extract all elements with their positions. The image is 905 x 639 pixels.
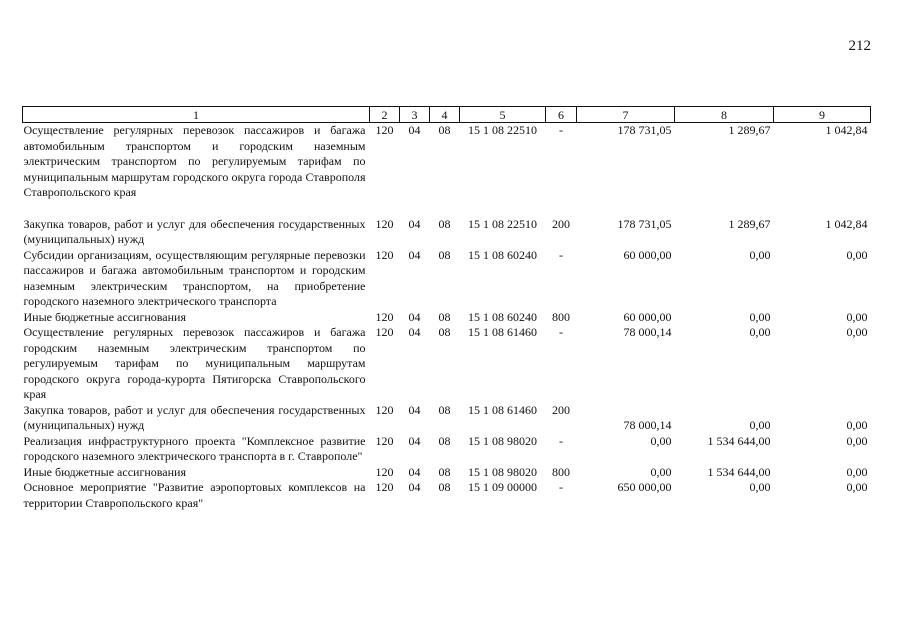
cell-c2: 120	[375, 309, 394, 324]
cell-c9: 1 042,84	[825, 216, 868, 231]
cell-c6: -	[559, 123, 563, 137]
cell-c6: -	[559, 480, 563, 494]
cell-c9: 0,00	[846, 464, 868, 479]
cell-c5: 15 1 08 61460	[468, 325, 537, 339]
cell-c8: 0,00	[749, 480, 771, 494]
cell-c2: 120	[375, 325, 394, 339]
column-header: 6	[546, 107, 577, 123]
table-row	[23, 325, 871, 403]
cell-c7: 60 000,00	[623, 309, 672, 324]
cell-c7: 0,00	[650, 464, 672, 479]
cell-c8: 0,00	[749, 418, 771, 432]
table-row	[23, 123, 871, 217]
table-row	[23, 248, 871, 310]
cell-c7: 0,00	[650, 433, 672, 448]
cell-c6: -	[559, 247, 563, 262]
cell-c5: 15 1 08 61460	[468, 402, 537, 417]
cell-c5: 15 1 08 60240	[468, 247, 537, 262]
cell-c9: 0,00	[846, 247, 868, 262]
cell-c4: 08	[438, 216, 451, 231]
cell-c7: 178 731,05	[617, 123, 672, 137]
cell-c4: 08	[438, 247, 451, 262]
cell-c3: 04	[408, 480, 421, 494]
cell-c9: 0,00	[846, 309, 868, 324]
cell-c9: 0,00	[846, 433, 868, 448]
cell-c5: 15 1 08 98020	[468, 433, 537, 448]
table-row	[23, 465, 871, 481]
row-name: Иные бюджетные ассигнования	[23, 464, 186, 479]
cell-c4: 08	[438, 123, 451, 137]
cell-c9: 0,00	[846, 418, 868, 432]
cell-c6: -	[559, 433, 563, 448]
cell-c5: 15 1 09 00000	[468, 480, 537, 494]
table-row	[23, 480, 871, 511]
row-name: Основное мероприятие "Развитие аэропортовых комплексов на территории Ставропольского края"	[23, 480, 366, 510]
cell-c5: 15 1 08 22510	[468, 123, 537, 137]
row-name: Закупка товаров, работ и услуг для обеспечения государственных (муниципальных) нужд	[23, 402, 366, 432]
cell-c5: 15 1 08 60240	[468, 309, 537, 324]
cell-c3: 04	[408, 216, 421, 231]
cell-c3: 04	[408, 325, 421, 339]
column-header: 8	[675, 107, 774, 123]
cell-c3: 04	[408, 123, 421, 137]
column-header: 2	[370, 107, 400, 123]
cell-c5: 15 1 08 98020	[468, 464, 537, 479]
column-header: 3	[400, 107, 430, 123]
cell-c7: 78 000,14	[623, 418, 672, 432]
cell-c4: 08	[438, 325, 451, 339]
cell-c2: 120	[375, 247, 394, 262]
cell-c4: 08	[438, 309, 451, 324]
cell-c6: 200	[552, 216, 570, 231]
page-number: 212	[848, 38, 871, 54]
cell-c9: 0,00	[846, 325, 868, 339]
table-row	[23, 310, 871, 326]
column-header: 4	[430, 107, 460, 123]
cell-c8: 1 289,67	[728, 123, 771, 137]
cell-c8: 1 289,67	[728, 216, 771, 231]
row-name: Реализация инфраструктурного проекта "Комплексное развитие городского наземного электрического транспорта в г. Ставрополе"	[23, 433, 366, 463]
column-header: 1	[23, 107, 370, 123]
cell-c2: 120	[375, 123, 394, 137]
cell-c2: 120	[375, 433, 394, 448]
cell-c4: 08	[438, 402, 451, 417]
cell-c4: 08	[438, 480, 451, 494]
cell-c3: 04	[408, 402, 421, 417]
cell-c5: 15 1 08 22510	[468, 216, 537, 231]
cell-c4: 08	[438, 464, 451, 479]
row-name: Закупка товаров, работ и услуг для обеспечения государственных (муниципальных) нужд	[23, 216, 366, 246]
cell-c7: 650 000,00	[617, 480, 672, 494]
budget-table	[22, 106, 871, 511]
table-row	[23, 434, 871, 465]
cell-c2: 120	[375, 480, 394, 494]
cell-c8: 1 534 644,00	[707, 433, 771, 448]
column-header: 5	[460, 107, 546, 123]
cell-c3: 04	[408, 464, 421, 479]
cell-c6: 200	[552, 402, 570, 417]
cell-c8: 1 534 644,00	[707, 464, 771, 479]
cell-c3: 04	[408, 247, 421, 262]
cell-c4: 08	[438, 433, 451, 448]
row-name: Иные бюджетные ассигнования	[23, 309, 186, 324]
cell-c8: 0,00	[749, 247, 771, 262]
cell-c9: 1 042,84	[825, 123, 868, 137]
cell-c7: 178 731,05	[617, 216, 672, 231]
cell-c2: 120	[375, 216, 394, 231]
column-header: 9	[774, 107, 871, 123]
cell-c6: 800	[552, 464, 570, 479]
cell-c7: 78 000,14	[623, 325, 672, 339]
row-name: Осуществление регулярных перевозок пассажиров и багажа автомобильным транспортом и городским наземным электрическим транспортом по регулируемым тарифам по муниципальным маршрутам городского округа города Ставрополя Ставропольского края	[23, 123, 366, 199]
cell-c7: 60 000,00	[623, 247, 672, 262]
table-row	[23, 403, 871, 434]
cell-c3: 04	[408, 433, 421, 448]
cell-c8: 0,00	[749, 309, 771, 324]
cell-c8: 0,00	[749, 325, 771, 339]
header-row	[23, 107, 871, 123]
table-row	[23, 217, 871, 248]
cell-c6: -	[559, 325, 563, 339]
column-header: 7	[577, 107, 675, 123]
cell-c3: 04	[408, 309, 421, 324]
row-name: Осуществление регулярных перевозок пассажиров и багажа городским наземным электрическим транспортом по регулируемым тарифам по муниципальным маршрутам городского округа города-курорта Пятигорска Ставропольского края	[23, 325, 366, 401]
row-name: Субсидии организациям, осуществляющим регулярные перевозки пассажиров и багажа автомобильным транспортом и городским наземным электрическим транспортом, на приобретение городского наземного электрического транспорта	[23, 247, 366, 308]
cell-c6: 800	[552, 309, 570, 324]
cell-c2: 120	[375, 464, 394, 479]
cell-c2: 120	[375, 402, 394, 417]
cell-c9: 0,00	[846, 480, 868, 494]
